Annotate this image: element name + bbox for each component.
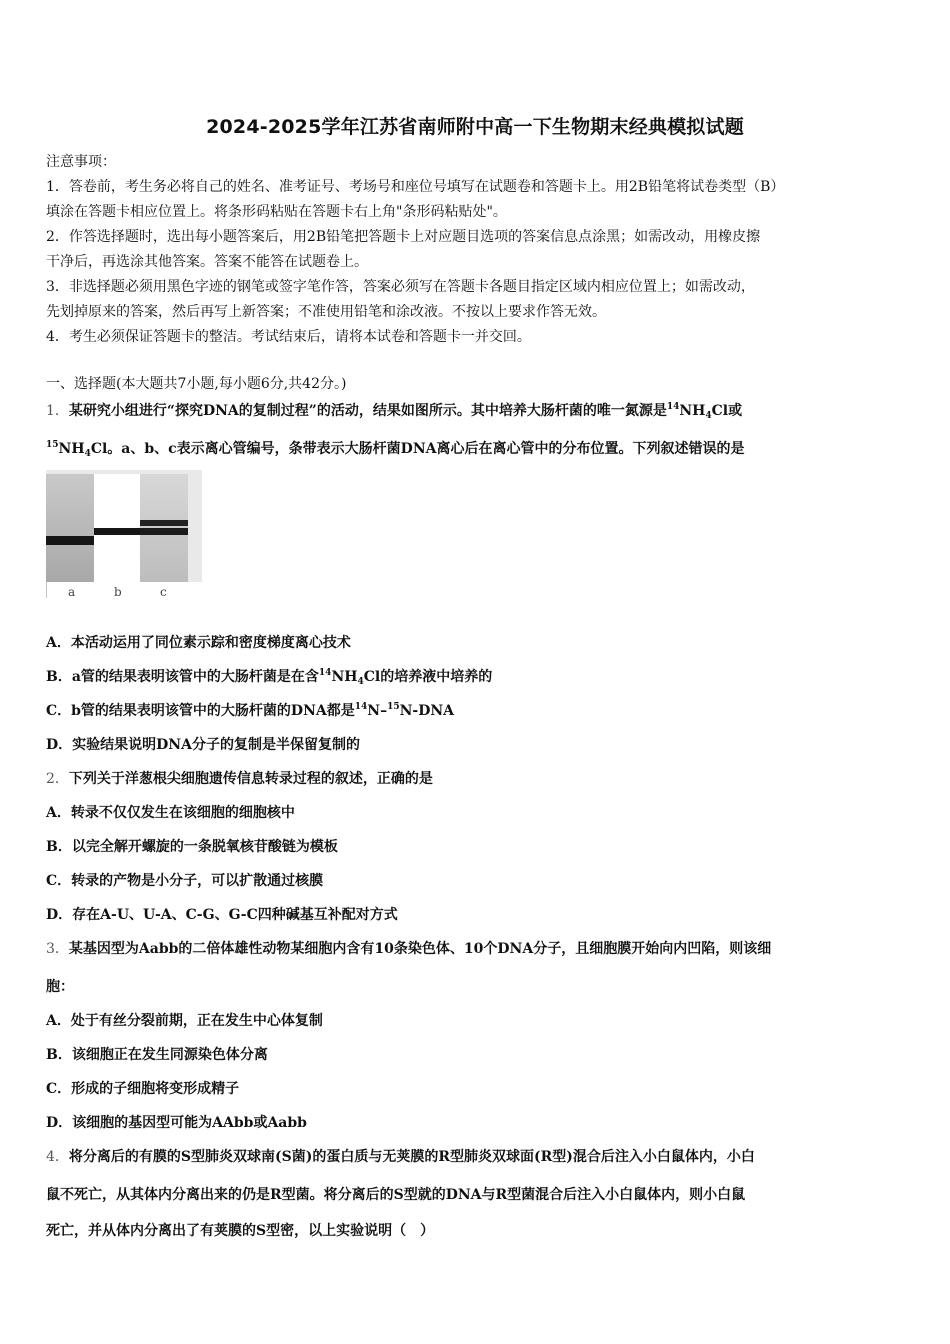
q1-text: NH	[679, 403, 706, 419]
q1-text: 某研究小组进行“探究DNA的复制过程”的活动，结果如图所示。其中培养大肠杆菌的唯一氮源是	[68, 403, 667, 419]
tube-c-band-light	[140, 520, 188, 526]
q4-text: 将分离后的有膜的S型肺炎双球南(S菌)的蛋白质与无荚膜的R型肺炎双球面(R型)混合后注入小白鼠体内，小白	[68, 1149, 755, 1165]
option-text: N-DNA	[399, 703, 455, 719]
q1-text: NH	[58, 441, 85, 457]
option-text: Cl的培养液中培养的	[363, 669, 493, 685]
superscript: 14	[318, 668, 332, 678]
subscript: 4	[705, 411, 712, 421]
q1-stem-line1	[46, 400, 908, 420]
q1-option-d: D．实验结果说明DNA分子的复制是半保留复制的	[46, 737, 360, 753]
tube-label-a: a	[68, 585, 76, 599]
option-text: N–	[367, 703, 388, 719]
section-heading: 一、选择题(本大题共7小题,每小题6分,共42分。)	[46, 376, 347, 392]
q2-number: 2．	[46, 771, 69, 787]
q3-stem-line2: 胞：	[46, 979, 74, 995]
q1-text: Cl。a、b、c表示离心管编号，条带表示大肠杆菌DNA离心后在离心管中的分布位置。下列叙述错误的是	[90, 441, 745, 457]
subscript: 4	[84, 449, 91, 459]
tube-b-band	[94, 528, 140, 535]
option-text: C．b管的结果表明该管中的大肠杆菌的DNA都是	[46, 703, 355, 719]
q4-stem-line2: 鼠不死亡，从其体内分离出来的仍是R型菌。将分离后的S型就的DNA与R型菌混合后注入小白鼠体内，则小白鼠	[46, 1187, 746, 1203]
tube-c-band-hybrid	[140, 528, 188, 535]
q1-option-a: A．本活动运用了同位素示踪和密度梯度离心技术	[46, 635, 351, 651]
centrifuge-figure-svg	[46, 470, 202, 602]
superscript: 15	[46, 440, 59, 450]
tube-a	[46, 474, 94, 582]
q4-stem-line1	[46, 1146, 908, 1166]
q3-option-a: A．处于有丝分裂前期，正在发生中心体复制	[46, 1013, 323, 1029]
notes-heading: 注意事项：	[46, 154, 116, 170]
page-title: 2024-2025学年江苏省南师附中高一下生物期末经典模拟试题	[206, 116, 744, 138]
notes-line: 2．作答选择题时，选出每小题答案后，用2B铅笔把答题卡上对应题目选项的答案信息点涂黑；如需改动，用橡皮擦	[46, 229, 761, 245]
notes-line: 干净后，再选涂其他答案。答案不能答在试题卷上。	[46, 254, 368, 270]
q3-stem-line1	[46, 938, 908, 958]
q1-number: 1．	[46, 403, 69, 419]
q1-stem-line2	[46, 438, 908, 458]
q3-text: 某基因型为Aabb的二倍体雄性动物某细胞内含有10条染色体、10个DNA分子，且细胞膜开始向内凹陷，则该细	[68, 941, 772, 957]
superscript: 14	[354, 702, 368, 712]
notes-line: 3．非选择题必须用黑色字迹的钢笔或签字笔作答，答案必须写在答题卡各题目指定区域内相应位置上；如需改动，	[46, 279, 755, 295]
q2-text: 下列关于洋葱根尖细胞遗传信息转录过程的叙述，正确的是	[68, 771, 433, 787]
tube-label-c: c	[160, 585, 167, 599]
q2-option-c: C．转录的产物是小分子，可以扩散通过核膜	[46, 873, 324, 889]
notes-block	[46, 150, 908, 350]
q2-stem	[46, 768, 908, 788]
q2-option-d: D．存在A-U、U-A、C-G、G-C四种碱基互补配对方式	[46, 907, 398, 923]
q4-number: 4．	[46, 1149, 69, 1165]
notes-line: 填涂在答题卡相应位置上。将条形码粘贴在答题卡右上角"条形码粘贴处"。	[46, 204, 507, 220]
notes-line: 先划掉原来的答案，然后再写上新答案；不准使用铅笔和涂改液。不按以上要求作答无效。	[46, 304, 606, 320]
superscript: 15	[387, 702, 400, 712]
q1-option-c	[46, 700, 908, 720]
q3-option-c: C．形成的子细胞将变形成精子	[46, 1081, 240, 1097]
q3-option-d: D．该细胞的基因型可能为AAbb或Aabb	[46, 1115, 307, 1131]
q1-text: Cl或	[711, 403, 743, 419]
option-text: B．a管的结果表明该管中的大肠杆菌是在含	[46, 669, 319, 685]
q1-option-b	[46, 666, 908, 686]
subscript: 4	[357, 677, 364, 687]
tube-a-band	[46, 536, 94, 545]
q2-option-b: B．以完全解开螺旋的一条脱氧核苷酸链为模板	[46, 839, 338, 855]
notes-line: 1．答卷前，考生务必将自己的姓名、准考证号、考场号和座位号填写在试题卷和答题卡上。用2B铅笔将试卷类型（B）	[46, 179, 785, 195]
q3-number: 3．	[46, 941, 69, 957]
superscript: 14	[666, 402, 680, 412]
centrifuge-tubes-figure	[46, 470, 202, 602]
option-text: NH	[331, 669, 358, 685]
notes-line: 4．考生必须保证答题卡的整洁。考试结束后，请将本试卷和答题卡一并交回。	[46, 329, 531, 345]
tube-label-b: b	[114, 585, 122, 599]
q3-option-b: B．该细胞正在发生同源染色体分离	[46, 1047, 268, 1063]
q2-option-a: A．转录不仅仅发生在该细胞的细胞核中	[46, 805, 295, 821]
q4-stem-line3: 死亡，并从体内分离出了有荚膜的S型密，以上实验说明（ ）	[46, 1223, 435, 1239]
